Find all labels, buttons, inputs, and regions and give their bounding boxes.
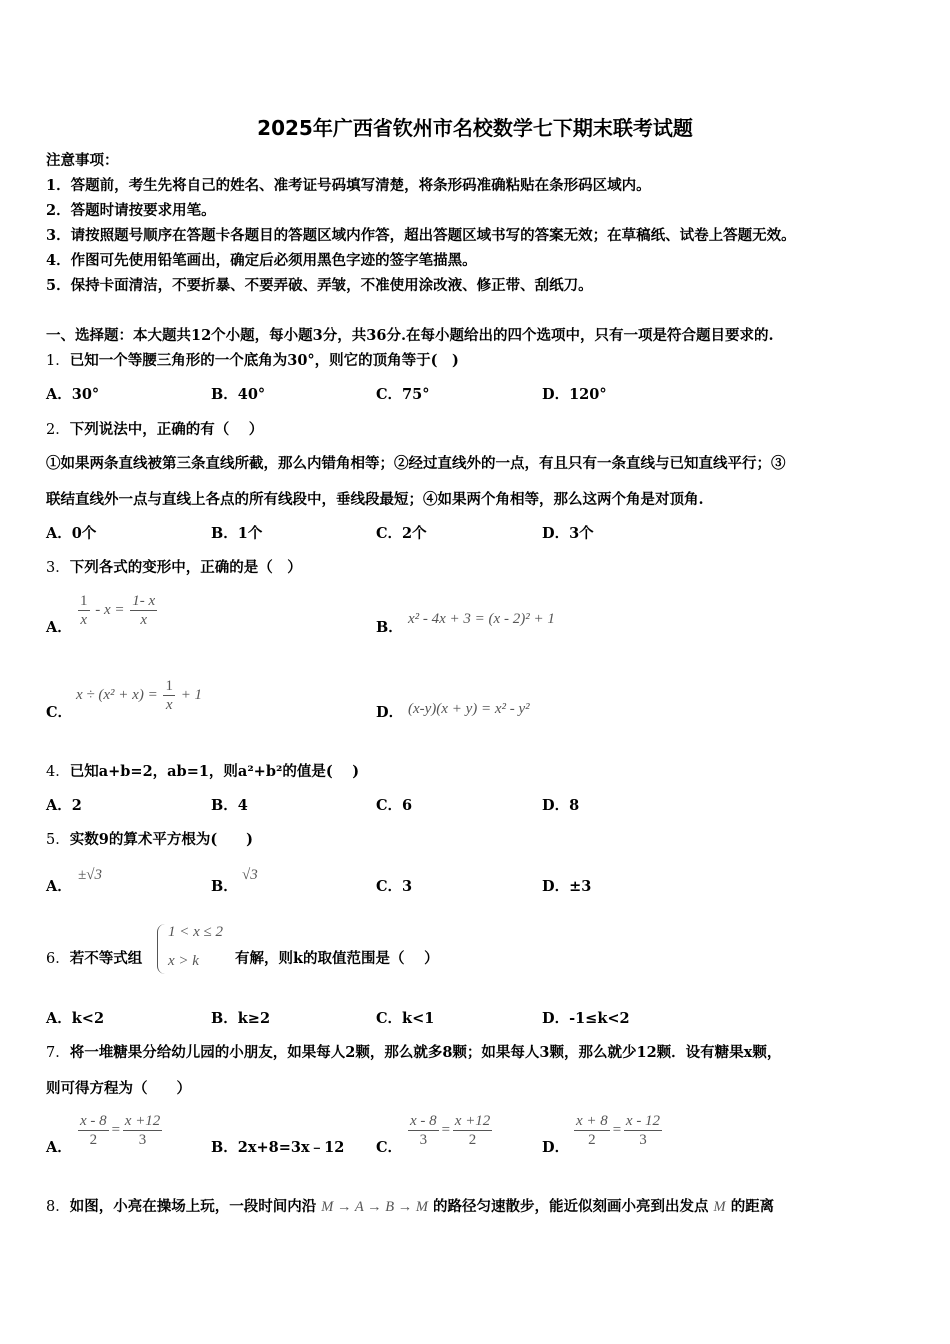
option-b-label: B． (211, 878, 238, 895)
question-6-prefix (46, 949, 142, 969)
question-2 (46, 420, 263, 440)
question-text: 实数9的算术平方根为( ) (69, 831, 254, 848)
path-formula: M → A → B → M (321, 1199, 428, 1215)
question-text-2: 的路径匀速散步，能近似刻画小亮到出发点 (432, 1198, 709, 1215)
question-2-statement: ①如果两条直线被第三条直线所截，那么内错角相等；②经过直线外的一点，有且只有一条直线与已知直线平行；③ (46, 455, 786, 472)
notice-heading: 注意事项： (46, 152, 119, 169)
notice-item: 4．作图可先使用铅笔画出，确定后必须用黑色字迹的签字笔描黑。 (46, 252, 477, 269)
option-a: A．2 (46, 797, 82, 814)
option-b: B．2x+8=3x﹣12 (211, 1139, 345, 1156)
option-b: B．1个 (211, 525, 263, 542)
option-d: D．3个 (542, 525, 594, 542)
question-5 (46, 830, 253, 850)
question-number: 3． (46, 560, 70, 576)
question-number: 4． (46, 764, 70, 780)
question-text: 已知a+b=2，ab=1，则a²+b²的值是( ) (69, 763, 360, 780)
question-1 (46, 351, 459, 371)
question-7 (46, 1043, 781, 1063)
question-8 (46, 1197, 774, 1217)
option-d-formula: $\frac{x + 8}{2}$ = $\frac{x - 12}{3}$ (576, 1113, 661, 1148)
question-number: 2． (46, 422, 70, 438)
option-c-formula: x ÷ (x² + x) = $\frac{1}{x}$ + 1 (76, 678, 203, 713)
option-b: B．40° (211, 386, 266, 403)
option-a-formula: $\frac{1}{x}$ - x = $\frac{1- x}{x}$ (80, 593, 156, 628)
question-text: 若不等式组 (69, 950, 143, 967)
option-a-formula: ±√3 (78, 867, 102, 883)
question-text: 已知一个等腰三角形的一个底角为30°，则它的顶角等于( ) (69, 352, 459, 369)
inequality-brace (157, 924, 168, 974)
option-a-label: A． (46, 1139, 72, 1156)
option-b: B．4 (211, 797, 248, 814)
notice-item: 5．保持卡面清洁，不要折暴、不要弄破、弄皱，不准使用涂改液、修正带、刮纸刀。 (46, 277, 593, 294)
option-a-formula: $\frac{x - 8}{2}$ = $\frac{x +12}{3}$ (80, 1113, 161, 1148)
option-d: D．8 (542, 797, 580, 814)
option-c: C．k<1 (376, 1010, 435, 1027)
question-3 (46, 558, 302, 578)
question-number: 8． (46, 1199, 70, 1215)
question-text: 下列各式的变形中，正确的是（ ） (69, 559, 302, 576)
option-c: C．3 (376, 878, 413, 895)
option-c: C．2个 (376, 525, 427, 542)
question-6-suffix: 有解，则k的取值范围是（ ） (235, 950, 439, 967)
question-2-statement: 联结直线外一点与直线上各点的所有线段中，垂线段最短；④如果两个角相等，那么这两个角是对顶角. (46, 491, 704, 508)
option-b-label: B． (376, 619, 403, 636)
option-b: B．k≥2 (211, 1010, 271, 1027)
notice-item: 2．答题时请按要求用笔。 (46, 202, 216, 219)
option-c-label: C． (46, 704, 73, 721)
option-a-label: A． (46, 878, 72, 895)
section-heading: 一、选择题：本大题共12个小题，每小题3分，共36分.在每小题给出的四个选项中，只有一项是符合题目要求的. (46, 327, 774, 344)
question-number: 1． (46, 353, 70, 369)
question-number: 5． (46, 832, 70, 848)
inequality-2: x > k (168, 953, 199, 969)
option-d: D．±3 (542, 878, 592, 895)
notice-item: 1．答题前，考生先将自己的姓名、准考证号码填写清楚，将条形码准确粘贴在条形码区域内。 (46, 177, 651, 194)
option-b-formula: x² - 4x + 3 = (x - 2)² + 1 (408, 611, 555, 627)
question-text: 下列说法中，正确的有（ ） (69, 421, 264, 438)
question-number: 7． (46, 1045, 70, 1061)
option-d-label: D． (542, 1139, 570, 1156)
option-a: A．k<2 (46, 1010, 105, 1027)
option-c-label: C． (376, 1139, 403, 1156)
question-text: 将一堆糖果分给幼儿园的小朋友，如果每人2颗，那么就多8颗；如果每人3颗，那么就少12颗．设有糖果x颗， (69, 1044, 782, 1061)
option-a-label: A． (46, 619, 72, 636)
option-d-label: D． (376, 704, 404, 721)
option-a: A．0个 (46, 525, 97, 542)
option-d: D．-1≤k<2 (542, 1010, 630, 1027)
option-a: A．30° (46, 386, 100, 403)
option-b-formula: √3 (242, 867, 258, 883)
question-7-line2: 则可得方程为（ ） (46, 1080, 191, 1097)
page-title: 2025年广西省钦州市名校数学七下期末联考试题 (257, 116, 693, 140)
question-text-3: 的距离 (730, 1198, 775, 1215)
option-d-formula: (x-y)(x + y) = x² - y² (408, 701, 530, 717)
notice-item: 3．请按照题号顺序在答题卡各题目的答题区域内作答，超出答题区域书写的答案无效；在草稿纸、试卷上答题无效。 (46, 227, 796, 244)
option-c-formula: $\frac{x - 8}{3}$ = $\frac{x +12}{2}$ (410, 1113, 491, 1148)
option-d: D．120° (542, 386, 607, 403)
question-4 (46, 762, 359, 782)
option-c: C．6 (376, 797, 413, 814)
inequality-1: 1 < x ≤ 2 (168, 924, 224, 940)
option-c: C．75° (376, 386, 430, 403)
question-text: 如图，小亮在操场上玩，一段时间内沿 (69, 1198, 317, 1215)
point-m: M (713, 1199, 726, 1215)
question-number: 6． (46, 951, 70, 967)
